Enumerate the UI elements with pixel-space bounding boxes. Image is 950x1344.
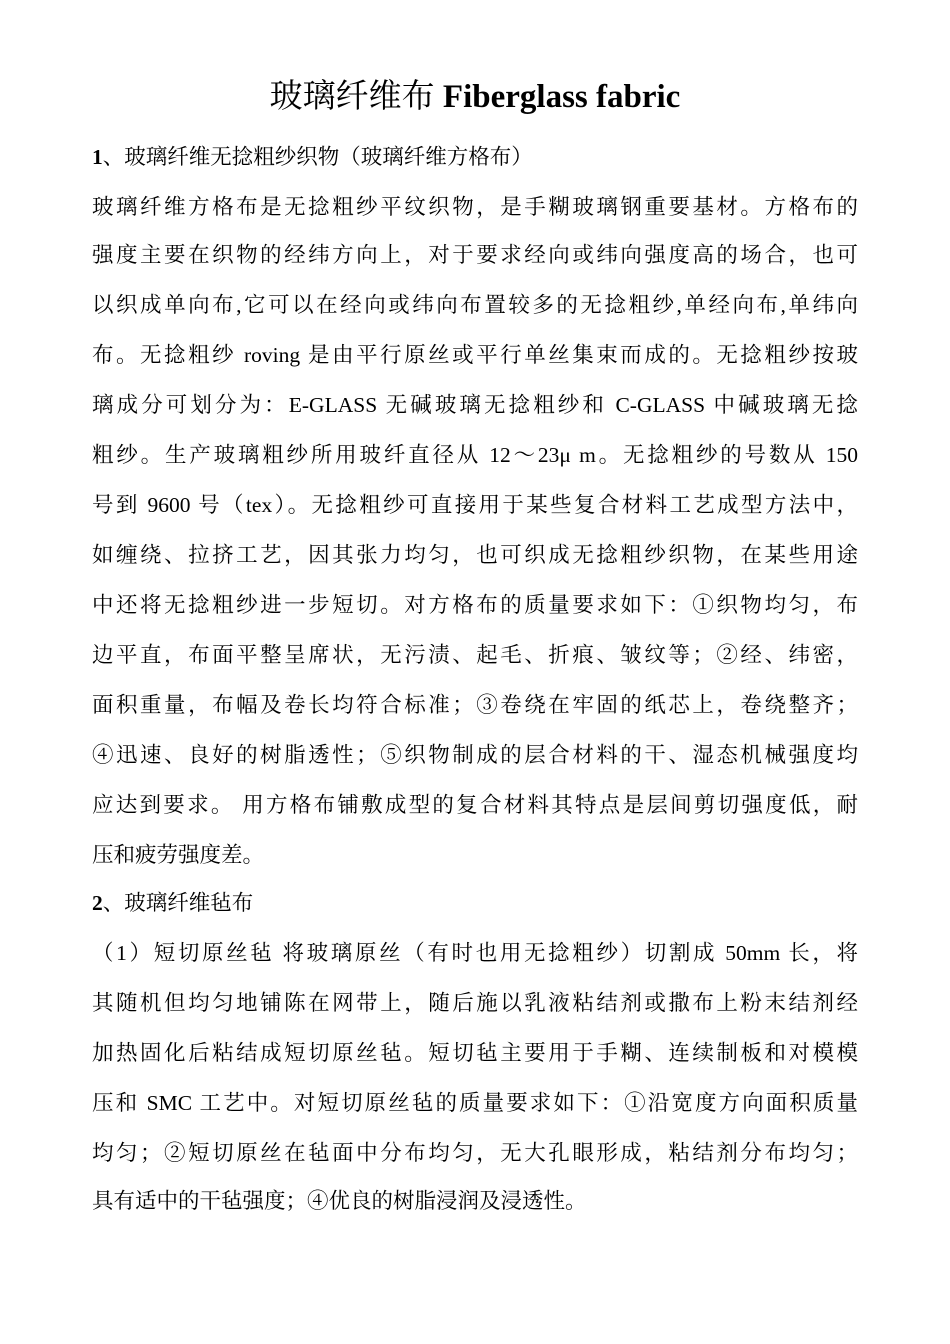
section-2-heading-text: 、玻璃纤维毡布 <box>102 891 254 915</box>
title-chinese: 玻璃纤维布 <box>269 79 435 115</box>
section-1-line: 玻璃纤维方格布是无捻粗纱平纹织物，是手糊玻璃钢重要基材。方格布的 <box>92 195 858 219</box>
section-1-number: 1 <box>92 145 103 169</box>
section-1-heading <box>92 142 533 172</box>
section-1-line: 应达到要求。 用方格布铺敷成型的复合材料其特点是层间剪切强度低，耐 <box>92 793 858 817</box>
page-title <box>0 73 950 121</box>
section-2-heading <box>92 888 253 918</box>
section-1-heading-text: 、玻璃纤维无捻粗纱织物（玻璃纤维方格布） <box>102 145 533 169</box>
section-1-line: 面积重量，布幅及卷长均符合标准；③卷绕在牢固的纸芯上，卷绕整齐； <box>92 693 858 717</box>
section-2-number: 2 <box>92 891 103 915</box>
section-1-line: 中还将无捻粗纱进一步短切。对方格布的质量要求如下：①织物均匀，布 <box>92 593 858 617</box>
section-1-line: 璃成分可划分为：E-GLASS 无碱玻璃无捻粗纱和 C-GLASS 中碱玻璃无捻 <box>92 393 858 417</box>
section-1-line: 布。无捻粗纱 roving 是由平行原丝或平行单丝集束而成的。无捻粗纱按玻 <box>92 343 858 367</box>
section-1-line: 号到 9600 号（tex）。无捻粗纱可直接用于某些复合材料工艺成型方法中， <box>92 493 858 517</box>
section-2-line: 压和 SMC 工艺中。对短切原丝毡的质量要求如下：①沿宽度方向面积质量 <box>92 1091 858 1115</box>
section-2-line: 其随机但均匀地铺陈在网带上，随后施以乳液粘结剂或撒布上粉末结剂经 <box>92 991 858 1015</box>
section-1-line: 压和疲劳强度差。 <box>92 843 265 867</box>
section-2-line: 均匀；②短切原丝在毡面中分布均匀，无大孔眼形成，粘结剂分布均匀； <box>92 1141 858 1165</box>
section-1-line: 边平直，布面平整呈席状，无污渍、起毛、折痕、皱纹等；②经、纬密， <box>92 643 858 667</box>
section-1-line: 以织成单向布,它可以在经向或纬向布置较多的无捻粗纱,单经向布,单纬向 <box>92 293 858 317</box>
section-1-line: 如缠绕、拉挤工艺，因其张力均匀，也可织成无捻粗纱织物，在某些用途 <box>92 543 858 567</box>
section-2-line: 加热固化后粘结成短切原丝毡。短切毡主要用于手糊、连续制板和对模模 <box>92 1041 858 1065</box>
section-1-line: ④迅速、良好的树脂透性；⑤织物制成的层合材料的干、湿态机械强度均 <box>92 743 858 767</box>
title-english: Fiberglass fabric <box>442 79 681 115</box>
section-1-line: 粗纱。生产玻璃粗纱所用玻纤直径从 12～23μ m。无捻粗纱的号数从 150 <box>92 443 858 467</box>
section-2-line: 具有适中的干毡强度；④优良的树脂浸润及浸透性。 <box>92 1189 587 1213</box>
section-1-line: 强度主要在织物的经纬方向上，对于要求经向或纬向强度高的场合，也可 <box>92 243 858 267</box>
section-2-line: （1）短切原丝毡 将玻璃原丝（有时也用无捻粗纱）切割成 50mm 长，将 <box>92 941 858 965</box>
